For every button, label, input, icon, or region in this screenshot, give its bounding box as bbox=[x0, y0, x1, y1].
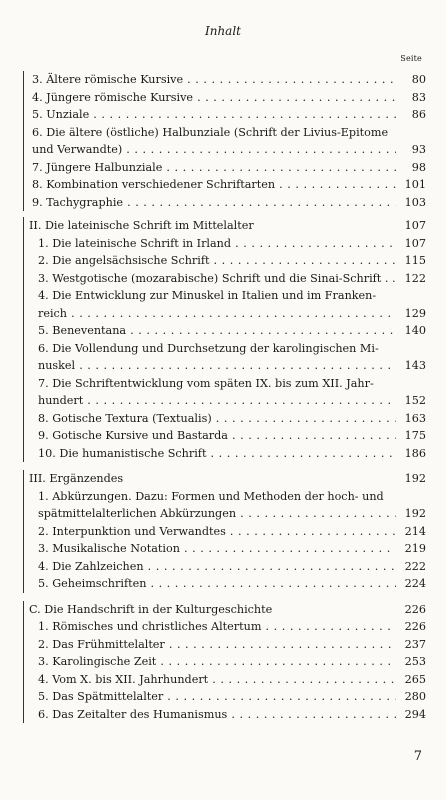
toc-entry[interactable] bbox=[38, 235, 426, 253]
toc-entry-page: 129 bbox=[404, 306, 426, 320]
toc-entry-title: 4. Jüngere römische Kursive . . . bbox=[32, 89, 396, 107]
toc-entry-page: 163 bbox=[404, 411, 426, 425]
toc-entry[interactable] bbox=[32, 71, 426, 89]
toc-entry[interactable] bbox=[38, 270, 426, 288]
toc-entry-page: 224 bbox=[404, 577, 426, 590]
toc-entry-page: 101 bbox=[404, 178, 426, 191]
toc-entry-title: 8. Kombination verschiedener Schriftarten . . . bbox=[32, 176, 396, 194]
toc-entry-title: 7. Jüngere Halbunziale . . . bbox=[32, 159, 396, 177]
toc-entry-title: 9. Tachygraphie . . . bbox=[32, 194, 396, 212]
toc-section bbox=[23, 601, 426, 724]
toc-entry-page: 115 bbox=[404, 254, 426, 267]
toc-entry[interactable] bbox=[32, 194, 426, 212]
toc-entry-title: 6. Die ältere (östliche) Halbunziale (Schrift der Livius-Epitome bbox=[32, 125, 389, 139]
toc-entry-page: 122 bbox=[404, 271, 426, 285]
toc-entry-title: 7. Die Schriftentwicklung vom späten IX. bis zum XII. Jahr- bbox=[38, 376, 374, 390]
toc-entry-page: 107 bbox=[404, 236, 426, 250]
toc-entry-page: 192 bbox=[404, 507, 426, 520]
toc-entry-page: 280 bbox=[404, 690, 426, 703]
toc-entry[interactable] bbox=[32, 106, 426, 124]
toc-entry-page: 219 bbox=[404, 542, 426, 555]
toc-entry-title: 10. Die humanistische Schrift . . . bbox=[38, 445, 396, 463]
toc-entry[interactable] bbox=[38, 618, 426, 636]
toc-entry-title: 1. Abkürzungen. Dazu: Formen und Methoden der hoch- und bbox=[38, 489, 384, 503]
toc-entry[interactable] bbox=[38, 252, 426, 270]
toc-entry-page: 98 bbox=[411, 160, 426, 174]
toc-entry-title: 1. Die lateinische Schrift in Irland . . . bbox=[38, 235, 396, 253]
toc-section-heading[interactable] bbox=[24, 217, 426, 235]
toc-entry-page: 80 bbox=[411, 73, 426, 86]
toc-entry-title: 2. Die angelsächsische Schrift . . . bbox=[38, 252, 396, 270]
toc-entry-title: 3. Musikalische Notation . . . bbox=[38, 540, 396, 558]
toc-heading-page: 192 bbox=[404, 472, 426, 485]
toc-entry[interactable] bbox=[38, 392, 426, 410]
toc-entry[interactable] bbox=[38, 558, 426, 576]
toc-entry[interactable] bbox=[38, 688, 426, 706]
toc-entry-page: 152 bbox=[404, 394, 426, 407]
toc-entry[interactable] bbox=[38, 540, 426, 558]
toc-entry-title: 5. Geheimschriften . . . bbox=[38, 575, 396, 593]
toc-entry-page: 103 bbox=[404, 195, 426, 209]
toc-entry[interactable] bbox=[38, 427, 426, 445]
toc-entry-page: 226 bbox=[404, 620, 426, 633]
table-of-contents bbox=[23, 71, 426, 731]
toc-entry-page: 265 bbox=[404, 672, 426, 686]
toc-entry[interactable] bbox=[38, 505, 426, 523]
toc-entry[interactable] bbox=[38, 445, 426, 463]
toc-section-heading[interactable] bbox=[24, 470, 426, 488]
toc-entry-title: 9. Gotische Kursive und Bastarda . . . bbox=[38, 427, 396, 445]
toc-entry[interactable] bbox=[38, 322, 426, 340]
toc-entry-page: 175 bbox=[404, 429, 426, 442]
toc-entry-title: 5. Das Spätmittelalter . . . bbox=[38, 688, 396, 706]
toc-entry-page: 294 bbox=[404, 707, 426, 721]
toc-section bbox=[23, 470, 426, 593]
toc-section bbox=[23, 71, 426, 211]
toc-entry-page: 253 bbox=[404, 655, 426, 668]
toc-entry-title: 2. Das Frühmittelalter . . . bbox=[38, 636, 396, 654]
toc-entry-title: 8. Gotische Textura (Textualis) . . . bbox=[38, 410, 396, 428]
toc-entry[interactable] bbox=[38, 410, 426, 428]
toc-entry-page: 186 bbox=[404, 446, 426, 460]
toc-entry[interactable] bbox=[38, 653, 426, 671]
page-number: 7 bbox=[413, 749, 422, 764]
toc-entry-title: 4. Die Entwicklung zur Minuskel in Italien und im Franken- bbox=[38, 289, 377, 302]
running-header: Inhalt bbox=[204, 24, 241, 38]
toc-entry[interactable] bbox=[38, 305, 426, 323]
toc-entry[interactable] bbox=[32, 141, 426, 159]
toc-entry-page: 143 bbox=[404, 359, 426, 372]
toc-entry-continuation: spätmittelalterlichen Abkürzungen . . . bbox=[38, 505, 396, 523]
toc-entry-page: 237 bbox=[404, 637, 426, 651]
toc-entry-title: 6. Das Zeitalter des Humanismus . . . bbox=[38, 706, 396, 724]
toc-entry-title: 3. Karolingische Zeit . . . bbox=[38, 653, 396, 671]
toc-entry-page: 83 bbox=[411, 90, 426, 104]
toc-entry[interactable] bbox=[38, 671, 426, 689]
toc-entry-page: 222 bbox=[404, 559, 426, 573]
toc-entry-title: 4. Vom X. bis XII. Jahrhundert . . . bbox=[38, 671, 396, 689]
toc-heading-title: C. Die Handschrift in der Kulturgeschichte bbox=[29, 602, 273, 616]
toc-section-heading[interactable] bbox=[24, 601, 426, 619]
toc-entry-title: 1. Römisches und christliches Altertum . . . bbox=[38, 618, 396, 636]
toc-entry-page: 140 bbox=[404, 324, 426, 337]
toc-entry[interactable] bbox=[32, 176, 426, 194]
toc-entry-title: 2. Interpunktion und Verwandtes . . . bbox=[38, 523, 396, 541]
toc-entry-page: 214 bbox=[404, 524, 426, 538]
toc-entry[interactable] bbox=[38, 706, 426, 724]
toc-entry[interactable] bbox=[38, 575, 426, 593]
toc-entry-title: 5. Unziale . . . bbox=[32, 106, 396, 124]
toc-heading-title: II. Die lateinische Schrift im Mittelalter bbox=[29, 219, 254, 232]
toc-heading-page: 107 bbox=[404, 219, 426, 232]
toc-section bbox=[23, 217, 426, 462]
toc-heading-title: III. Ergänzendes bbox=[29, 472, 124, 485]
toc-entry[interactable] bbox=[38, 357, 426, 375]
toc-heading-page: 226 bbox=[404, 602, 426, 616]
toc-entry-continuation: hundert . . . bbox=[38, 392, 396, 410]
toc-entry-continuation: reich . . . bbox=[38, 305, 396, 323]
toc-entry-page: 86 bbox=[411, 108, 426, 121]
toc-entry-title: 3. Ältere römische Kursive . . . bbox=[32, 71, 396, 89]
toc-entry[interactable] bbox=[32, 89, 426, 107]
toc-entry-title: 5. Beneventana . . . bbox=[38, 322, 396, 340]
toc-entry[interactable] bbox=[38, 523, 426, 541]
toc-entry-page: 93 bbox=[411, 143, 426, 156]
page-column-label: Seite bbox=[400, 54, 422, 63]
toc-entry[interactable] bbox=[32, 159, 426, 177]
toc-entry-continuation: und Verwandte) . . . bbox=[32, 141, 396, 159]
toc-entry[interactable] bbox=[38, 636, 426, 654]
toc-entry-title: 3. Westgotische (mozarabische) Schrift und die Sinai-Schrift . . bbox=[38, 271, 396, 285]
toc-entry-title: 6. Die Vollendung und Durchsetzung der karolingischen Mi- bbox=[38, 341, 379, 355]
toc-entry-continuation: nuskel . . . bbox=[38, 357, 396, 375]
toc-entry-title: 4. Die Zahlzeichen . . . bbox=[38, 558, 396, 576]
